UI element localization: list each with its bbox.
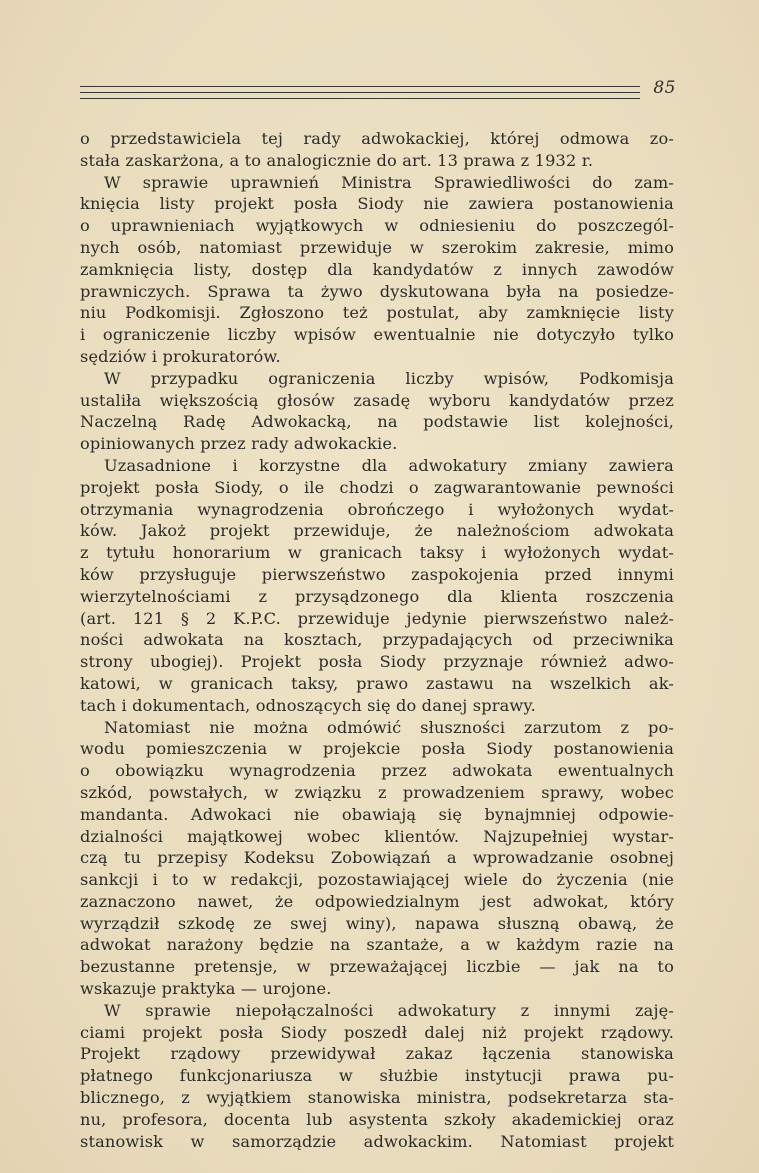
text-line: wierzytelnościami z przysądzonego dla klienta roszczenia [80,586,674,606]
text-line: Naczelną Radę Adwokacką, na podstawie list kolejności, [80,412,674,432]
text-line: zamknięcia listy, dostęp dla kandydatów z innych zawodów [80,259,674,279]
text-line: Natomiast nie można odmówić słuszności zarzutom z po- [104,717,674,737]
text-line: W przypadku ograniczenia liczby wpisów, Podkomisja [104,368,674,388]
body-text [80,128,674,1152]
text-line: płatnego funkcjonariusza w służbie instytucji prawa pu- [80,1066,674,1086]
text-line: prawniczych. Sprawa ta żywo dyskutowana była na posiedze- [80,281,674,301]
text-line: katowi, w granicach taksy, prawo zastawu na wszelkich ak- [80,673,674,693]
text-line: dzialności majątkowej wobec klientów. Najzupełniej wystar- [80,826,674,846]
text-line: ustaliła większością głosów zasadę wyboru kandydatów przez [80,390,674,410]
text-line: czą tu przepisy Kodeksu Zobowiązań a wprowadzanie osobnej [80,848,674,868]
text-line: wyrządził szkodę ze swej winy), napawa słuszną obawą, że [80,913,674,933]
text-line: Uzasadnione i korzystne dla adwokatury zmiany zawiera [104,455,674,475]
text-line: mandanta. Adwokaci nie obawiają się bynajmniej odpowie- [80,804,674,824]
header-rule [80,92,640,93]
text-line: tach i dokumentach, odnoszących się do danej sprawy. [80,695,536,715]
text-line: zaznaczono nawet, że odpowiedzialnym jest adwokat, który [80,891,674,911]
text-line: W sprawie uprawnień Ministra Sprawiedliwości do zam- [104,172,674,192]
text-line: ności adwokata na kosztach, przypadających od przeciwnika [80,630,674,650]
text-line: ciami projekt posła Siody poszedł dalej niż projekt rządowy. [80,1022,674,1042]
page-number: 85 [653,78,676,98]
text-line: wodu pomieszczenia w projekcie posła Siody postanowienia [80,739,674,759]
text-line: szkód, powstałych, w związku z prowadzeniem sprawy, wobec [80,782,674,802]
text-line: o obowiązku wynagrodzenia przez adwokata ewentualnych [80,761,674,781]
text-line: knięcia listy projekt posła Siody nie zawiera postanowienia [80,194,674,214]
text-line: adwokat narażony będzie na szantaże, a w każdym razie na [80,935,674,955]
text-line: ków. Jakoż projekt przewiduje, że należnościom adwokata [80,521,674,541]
text-line: stanowisk w samorządzie adwokackim. Natomiast projekt [80,1131,674,1151]
text-line: opiniowanych przez rady adwokackie. [80,434,398,454]
text-line: niu Podkomisji. Zgłoszono też postulat, aby zamknięcie listy [80,303,674,323]
text-line: (art. 121 § 2 K.P.C. przewiduje jedynie pierwszeństwo należ- [80,608,674,628]
text-line: o przedstawiciela tej rady adwokackiej, której odmowa zo- [80,129,674,148]
text-line: bezustanne pretensje, w przeważającej liczbie — jak na to [80,957,674,977]
text-line: ków przysługuje pierwszeństwo zaspokojenia przed innymi [80,564,674,584]
text-line: Projekt rządowy przewidywał zakaz łączenia stanowiska [80,1044,674,1064]
header-rule [80,86,640,87]
text-line: z tytułu honorarium w granicach taksy i wyłożonych wydat- [80,543,674,563]
text-line: wskazuje praktyka — urojone. [80,979,332,999]
text-line: nu, profesora, docenta lub asystenta szkoły akademickiej oraz [80,1109,674,1129]
header-rule [80,98,640,99]
text-line: i ograniczenie liczby wpisów ewentualnie nie dotyczyło tylko [80,325,674,345]
text-line: stała zaskarżona, a to analogicznie do art. 13 prawa z 1932 r. [80,150,594,170]
text-line: o uprawnieniach wyjątkowych w odniesieniu do poszczegól- [80,216,674,236]
text-line: sankcji i to w redakcji, pozostawiającej wiele do życzenia (nie [80,870,674,890]
text-line: W sprawie niepołączalności adwokatury z innymi zaję- [104,1000,674,1020]
text-line: nych osób, natomiast przewiduje w szerokim zakresie, mimo [80,237,674,257]
text-line: strony ubogiej). Projekt posła Siody przyznaje również adwo- [80,652,674,672]
text-line: sędziów i prokuratorów. [80,346,281,366]
text-line: blicznego, z wyjątkiem stanowiska ministra, podsekretarza sta- [80,1088,674,1108]
page-header [80,78,680,104]
text-line: otrzymania wynagrodzenia obrończego i wyłożonych wydat- [80,499,674,519]
text-line: projekt posła Siody, o ile chodzi o zagwarantowanie pewności [80,477,674,497]
